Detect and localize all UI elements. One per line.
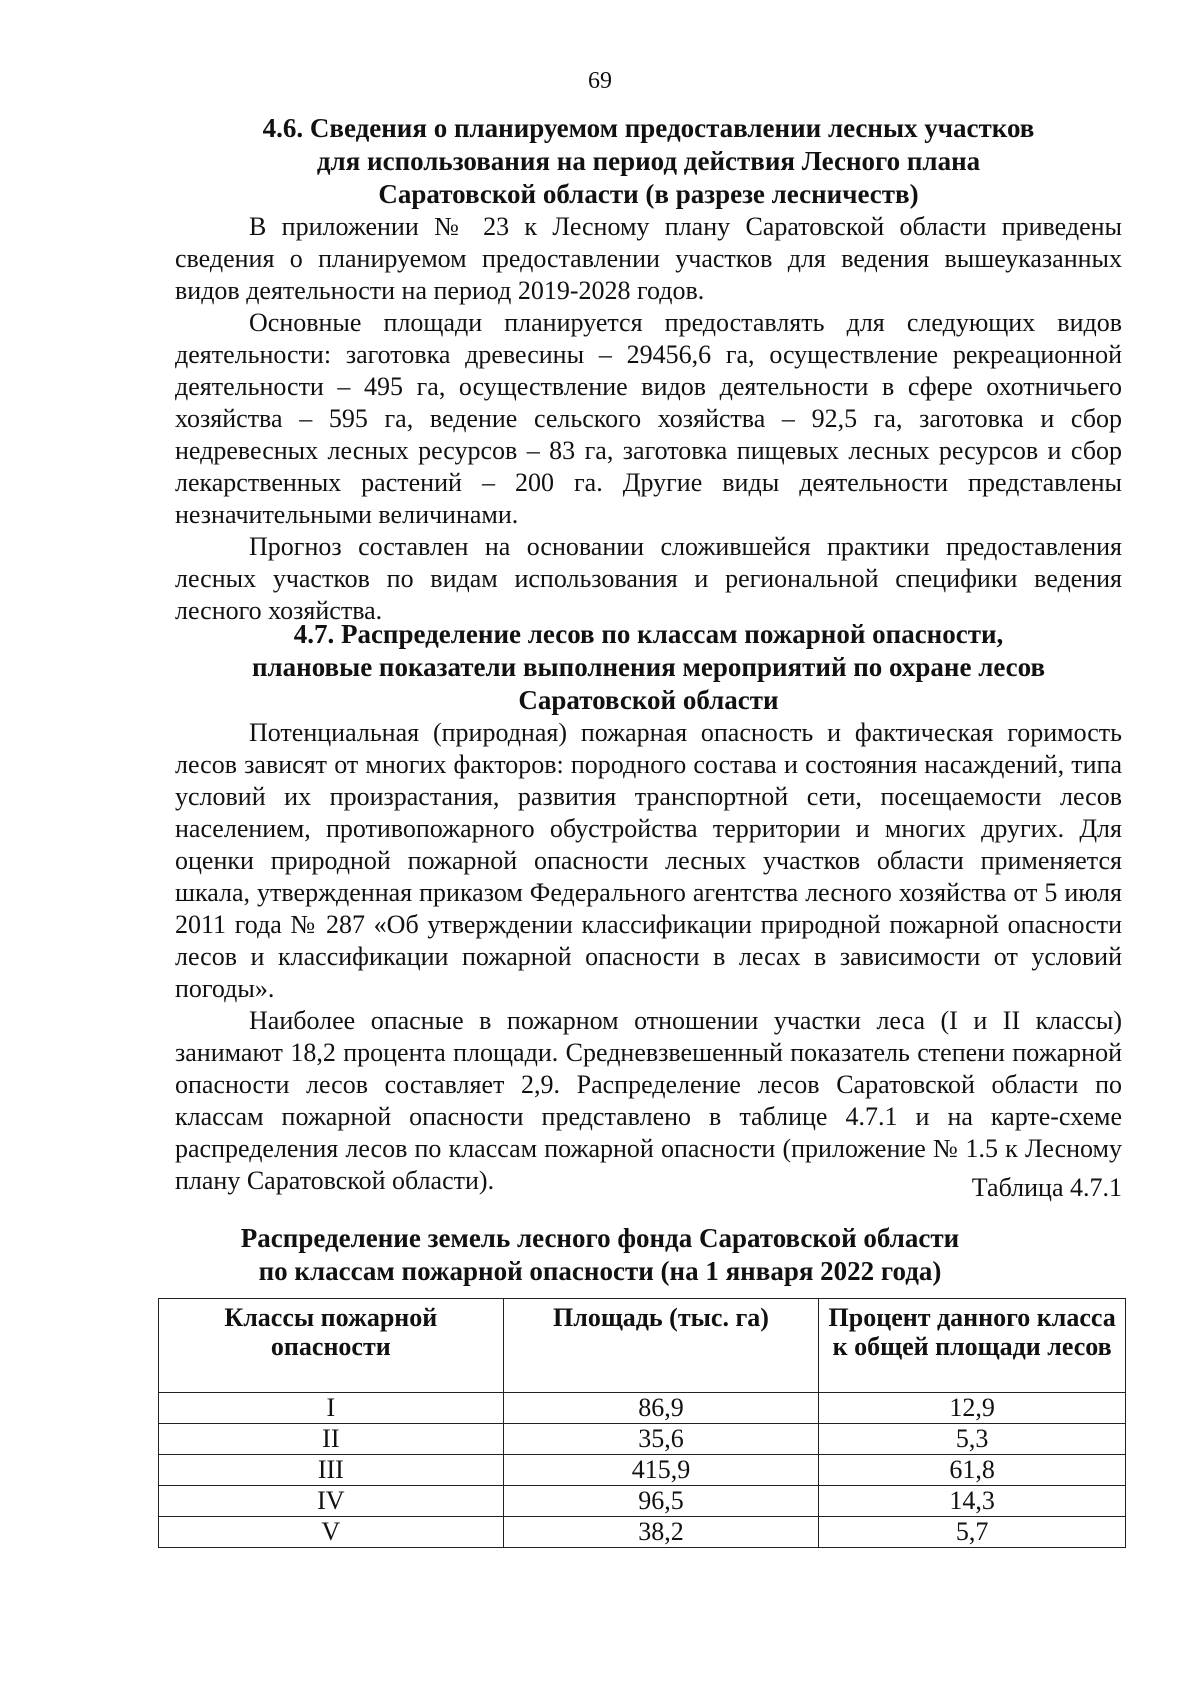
heading-line: 4.6. Сведения о планируемом предоставлении лесных участков [262, 113, 1035, 143]
table-row [159, 1517, 1126, 1548]
fire-class-table [158, 1298, 1126, 1548]
fire-class-table-wrap [158, 1298, 1126, 1548]
page-number: 69 [588, 68, 612, 94]
heading-line: 4.7. Распределение лесов по классам пожарной опасности, [293, 619, 1004, 649]
paragraph: Потенциальная (природная) пожарная опасность и фактическая горимость лесов зависят от многих факторов: породного состава и состояния насаждений, типа условий их произрастания, развития транспортной сети, посещаемости лесов населением, противопожарного обустройства территории и многих других. Для оценки природной пожарной опасности лесных участков области применяется шкала, утвержденная приказом Федерального агентства лесного хозяйства от 5 июля 2011 года № 287 «Об утверждении классификации природной пожарной опасности лесов и классификации пожарной опасности в лесах в зависимости от условий погоды». [175, 718, 1122, 1003]
cell-class: III [159, 1455, 504, 1486]
table-caption: Таблица 4.7.1 [971, 1173, 1122, 1202]
section-4-6-heading [175, 112, 1122, 211]
cell-area: 96,5 [503, 1486, 819, 1517]
table-header-row [159, 1299, 1126, 1393]
cell-percent: 14,3 [819, 1486, 1126, 1517]
cell-percent: 5,7 [819, 1517, 1126, 1548]
cell-class: V [159, 1517, 504, 1548]
cell-area: 86,9 [503, 1393, 819, 1424]
paragraph: Прогноз составлен на основании сложившейся практики предоставления лесных участков по видам использования и региональной специфики ведения лесного хозяйства. [175, 532, 1122, 625]
table-row [159, 1424, 1126, 1455]
paragraph: В приложении № 23 к Лесному плану Саратовской области приведены сведения о планируемом предоставлении участков для ведения вышеуказанных видов деятельности на период 2019-2028 годов. [175, 212, 1122, 305]
cell-class: II [159, 1424, 504, 1455]
cell-class: IV [159, 1486, 504, 1517]
table-row [159, 1393, 1126, 1424]
heading-line: для использования на период действия Лесного плана [316, 146, 981, 176]
section-4-7 [175, 618, 1122, 1197]
paragraph: Основные площади планируется предоставлять для следующих видов деятельности: заготовка древесины – 29456,6 га, осуществление рекреационной деятельности – 495 га, осуществление видов деятельности в сфере охотничьего хозяйства – 595 га, ведение сельского хозяйства – 92,5 га, заготовка и сбор недревесных лесных ресурсов – 83 га, заготовка пищевых лесных ресурсов и сбор лекарственных растений – 200 га. Другие виды деятельности представлены незначительными величинами. [175, 308, 1122, 529]
cell-class: I [159, 1393, 504, 1424]
heading-line: плановые показатели выполнения мероприятий по охране лесов [251, 652, 1046, 682]
table-title-line: Распределение земель лесного фонда Саратовской области [240, 1223, 960, 1253]
table-row [159, 1486, 1126, 1517]
heading-line: Саратовской области (в разрезе лесничеств) [378, 179, 919, 209]
cell-area: 415,9 [503, 1455, 819, 1486]
column-header-class: Классы пожарной опасности [159, 1299, 504, 1393]
cell-percent: 12,9 [819, 1393, 1126, 1424]
table-title [0, 1222, 1200, 1288]
column-header-percent: Процент данного класса к общей площади лесов [819, 1299, 1126, 1393]
heading-line: Саратовской области [518, 685, 779, 715]
cell-percent: 61,8 [819, 1455, 1126, 1486]
column-header-area: Площадь (тыс. га) [503, 1299, 819, 1393]
cell-area: 35,6 [503, 1424, 819, 1455]
section-4-6 [175, 112, 1122, 627]
cell-percent: 5,3 [819, 1424, 1126, 1455]
section-4-7-heading [175, 618, 1122, 717]
cell-area: 38,2 [503, 1517, 819, 1548]
table-row [159, 1455, 1126, 1486]
paragraph: Наиболее опасные в пожарном отношении участки леса (I и II классы) занимают 18,2 процента площади. Средневзвешенный показатель степени пожарной опасности лесов составляет 2,9. Распределение лесов Саратовской области по классам пожарной опасности представлено в таблице 4.7.1 и на карте-схеме распределения лесов по классам пожарной опасности (приложение № 1.5 к Лесному плану Саратовской области). [175, 1006, 1122, 1195]
table-title-line: по классам пожарной опасности (на 1 января 2022 года) [258, 1256, 942, 1286]
